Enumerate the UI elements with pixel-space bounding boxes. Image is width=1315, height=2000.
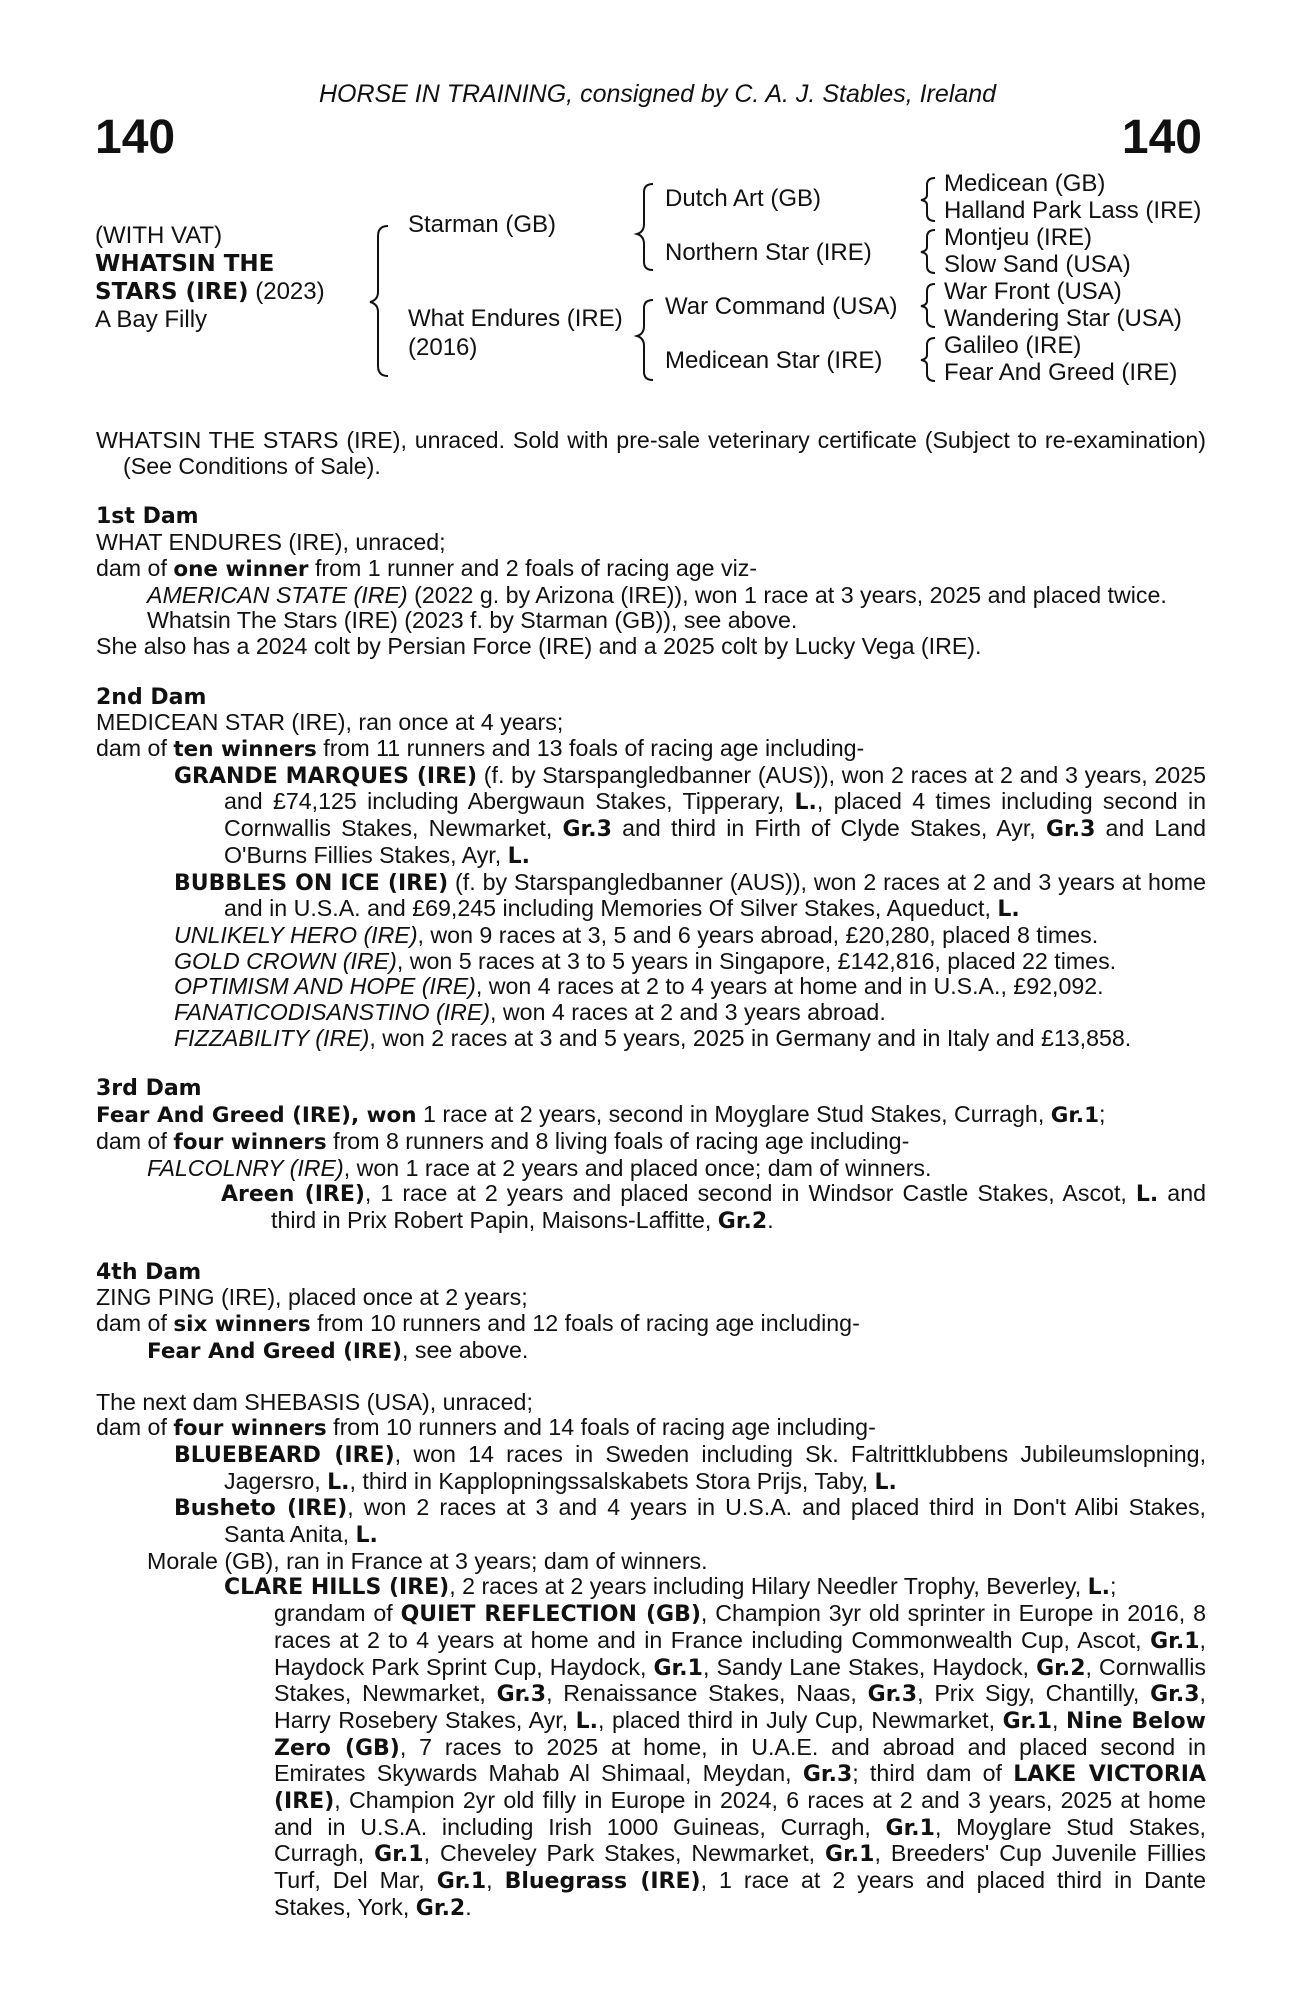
first-dam-summary: dam of one winner from 1 runner and 2 foals of racing age viz- (96, 554, 758, 582)
horse-name-line2: STARS (IRE) (95, 279, 249, 305)
second-dam-summary: dam of ten winners from 11 runners and 13 foals of racing age including- (96, 735, 865, 763)
second-dam-heading: 2nd Dam (96, 684, 207, 710)
pedigree-sire-sire: Dutch Art (GB) (665, 185, 822, 212)
horse-description: A Bay Filly (95, 306, 208, 333)
next-dam-summary: dam of four winners from 10 runners and 14 foals of racing age including- (96, 1414, 876, 1442)
produce-entry: FALCOLNRY (IRE), won 1 race at 2 years and placed once; dam of winners. (147, 1154, 932, 1181)
produce-entry: Fear And Greed (IRE), see above. (147, 1336, 529, 1364)
produce-entry: GRANDE MARQUES (IRE) (f. by Starspangledbanner (AUS)), won 2 races at 2 and 3 years, 2025 and £74,125 including Abergwaun Stakes, Tipperary, L., placed 4 times including second in Cornwallis Stakes, Newmarket, Gr.3 and third in Firth of Clyde Stakes, Ayr, Gr.3 and Land O'Burns Fillies Stakes, Ayr, L. (174, 761, 1206, 869)
produce-entry: BUBBLES ON ICE (IRE) (f. by Starspangledbanner (AUS)), won 2 races at 2 and 3 years at home and in U.S.A. and £69,245 including Memories Of Silver Stakes, Aqueduct, L. (174, 868, 1206, 923)
pedigree-g6: Wandering Star (USA) (944, 305, 1182, 332)
pedigree-dam-year: (2016) (408, 334, 478, 361)
produce-note: She also has a 2024 colt by Persian Force (IRE) and a 2025 colt by Lucky Vega (IRE). (96, 632, 982, 659)
third-dam-summary: dam of four winners from 8 runners and 8 living foals of racing age including- (96, 1127, 910, 1155)
intro-paragraph: WHATSIN THE STARS (IRE), unraced. Sold with pre-sale veterinary certificate (Subject to re-examination) (See Conditions of Sale). (96, 427, 1206, 479)
third-dam-heading: 3rd Dam (96, 1076, 202, 1102)
pedigree-dam-dam: Medicean Star (IRE) (665, 347, 883, 374)
lot-number-left: 140 (95, 111, 176, 164)
produce-entry: UNLIKELY HERO (IRE), won 9 races at 3, 5 and 6 years abroad, £20,280, placed 8 times. (174, 921, 1099, 948)
produce-entry: Morale (GB), ran in France at 3 years; dam of winners. (147, 1547, 708, 1574)
pedigree-dam: What Endures (IRE) (408, 305, 623, 332)
produce-entry: CLARE HILLS (IRE), 2 races at 2 years including Hilary Needler Trophy, Beverley, L.; (224, 1573, 1117, 1601)
produce-entry: Areen (IRE), 1 race at 2 years and placed second in Windsor Castle Stakes, Ascot, L. and third in Prix Robert Papin, Maisons-Laffitte, Gr.2. (221, 1180, 1206, 1234)
first-dam-line: WHAT ENDURES (IRE), unraced; (96, 529, 446, 556)
fourth-dam-summary: dam of six winners from 10 runners and 12 foals of racing age including- (96, 1310, 860, 1338)
pedigree-sire: Starman (GB) (408, 211, 557, 238)
lot-number-right: 140 (1121, 111, 1202, 164)
pedigree-dam-sire: War Command (USA) (665, 293, 898, 320)
pedigree-g5: War Front (USA) (944, 278, 1122, 305)
catalogue-body (96, 428, 1206, 1922)
pedigree-sire-dam: Northern Star (IRE) (665, 239, 872, 266)
fourth-dam-line: ZING PING (IRE), placed once at 2 years; (96, 1284, 528, 1311)
horse-year: (2023) (255, 278, 325, 305)
pedigree-g3: Montjeu (IRE) (944, 224, 1093, 251)
pedigree-g7: Galileo (IRE) (944, 332, 1082, 359)
pedigree-g8: Fear And Greed (IRE) (944, 359, 1178, 386)
second-dam-line: MEDICEAN STAR (IRE), ran once at 4 years; (96, 709, 564, 736)
produce-entry: BLUEBEARD (IRE), won 14 races in Sweden including Sk. Faltrittklubbens Jubileumslopning, Jagersro, L., third in Kapplopningssalskabets Stora Prijs, Taby, L. (174, 1440, 1207, 1495)
grandam-paragraph: grandam of QUIET REFLECTION (GB), Champion 3yr old sprinter in Europe in 2016, 8 races at 2 to 4 years at home and in France including Commonwealth Cup, Ascot, Gr.1, Haydock Park Sprint Cup, Haydock, Gr.1, Sandy Lane Stakes, Haydock, Gr.2, Cornwallis Stakes, Newmarket, Gr.3, Renaissance Stakes, Naas, Gr.3, Prix Sigy, Chantilly, Gr.3, Harry Rosebery Stakes, Ayr, L., placed third in July Cup, Newmarket, Gr.1, Nine Below Zero (GB), 7 races to 2025 at home, in U.A.E. and abroad and placed second in Emirates Skywards Mahab Al Shimaal, Meydan, Gr.3; third dam of LAKE VICTORIA (IRE), Champion 2yr old filly in Europe in 2024, 6 races at 2 and 3 years, 2025 at home and in U.S.A. including Irish 1000 Guineas, Curragh, Gr.1, Moyglare Stud Stakes, Curragh, Gr.1, Cheveley Park Stakes, Newmarket, Gr.1, Breeders' Cup Juvenile Fillies Turf, Del Mar, Gr.1, Bluegrass (IRE), 1 race at 2 years and placed third in Dante Stakes, York, Gr.2. (274, 1600, 1206, 1921)
first-dam-heading: 1st Dam (96, 504, 199, 530)
produce-entry: AMERICAN STATE (IRE) (2022 g. by Arizona (IRE)), won 1 race at 3 years, 2025 and placed twice. (147, 581, 1167, 608)
produce-entry: FIZZABILITY (IRE), won 2 races at 3 and 5 years, 2025 in Germany and in Italy and £13,858. (174, 1024, 1132, 1051)
produce-entry: FANATICODISANSTINO (IRE), won 4 races at 2 and 3 years abroad. (174, 999, 886, 1026)
fourth-dam-heading: 4th Dam (96, 1259, 202, 1285)
produce-entry: GOLD CROWN (IRE), won 5 races at 3 to 5 years in Singapore, £142,816, placed 22 times. (174, 947, 1117, 974)
pedigree-g1: Medicean (GB) (944, 170, 1106, 197)
page-title: HORSE IN TRAINING, consigned by C. A. J. Stables, Ireland (318, 80, 997, 108)
produce-entry: OPTIMISM AND HOPE (IRE), won 4 races at 2 to 4 years at home and in U.S.A., £92,092. (174, 973, 1104, 1000)
produce-entry: Whatsin The Stars (IRE) (2023 f. by Starman (GB)), see above. (147, 607, 798, 634)
pedigree-g4: Slow Sand (USA) (944, 251, 1131, 278)
next-dam-line: The next dam SHEBASIS (USA), unraced; (96, 1388, 533, 1415)
horse-name-line1: WHATSIN THE (95, 251, 275, 277)
third-dam-line: Fear And Greed (IRE), won 1 race at 2 years, second in Moyglare Stud Stakes, Curragh, Gr.1; (96, 1101, 1106, 1129)
vat-note: (WITH VAT) (95, 222, 223, 249)
produce-entry: Busheto (IRE), won 2 races at 3 and 4 years in U.S.A. and placed third in Don't Alibi Stakes, Santa Anita, L. (174, 1494, 1206, 1549)
pedigree-g2: Halland Park Lass (IRE) (944, 197, 1202, 224)
